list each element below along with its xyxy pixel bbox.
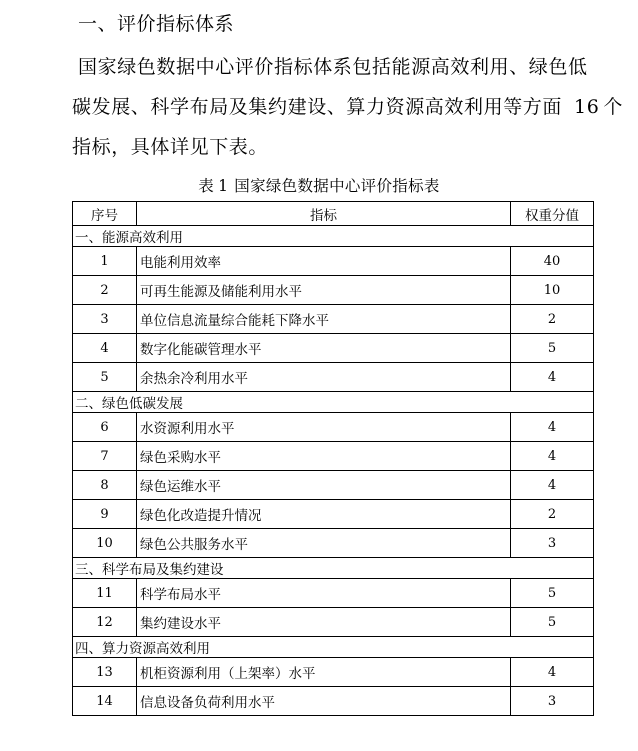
row-weight: 5 — [511, 579, 594, 608]
row-seq: 3 — [73, 305, 137, 334]
table-row — [73, 334, 594, 363]
header-indicator: 指标 — [137, 202, 511, 226]
table-header-row — [73, 202, 594, 226]
row-indicator: 机柜资源利用（上架率）水平 — [137, 658, 511, 687]
group-row — [73, 558, 594, 579]
row-indicator: 水资源利用水平 — [137, 413, 511, 442]
table-row — [73, 529, 594, 558]
row-weight: 2 — [511, 500, 594, 529]
paragraph-text: 碳发展、科学布局及集约建设、算力资源高效利用等方面 — [72, 96, 563, 118]
paragraph-text: 指标，具体详见下表。 — [72, 136, 269, 158]
group-title: 二、绿色低碳发展 — [73, 392, 594, 413]
row-seq: 6 — [73, 413, 137, 442]
group-title: 四、算力资源高效利用 — [73, 637, 594, 658]
row-seq: 10 — [73, 529, 137, 558]
table-row — [73, 579, 594, 608]
table-caption-number: 1 — [218, 177, 229, 195]
paragraph-line-2 — [72, 93, 628, 121]
table-caption-prefix: 表 — [198, 177, 215, 195]
row-weight: 2 — [511, 305, 594, 334]
row-seq: 4 — [73, 334, 137, 363]
row-indicator: 绿色运维水平 — [137, 471, 511, 500]
group-title: 三、科学布局及集约建设 — [73, 558, 594, 579]
paragraph-text: 个 — [603, 96, 624, 118]
table-row — [73, 442, 594, 471]
table-row — [73, 471, 594, 500]
row-weight: 4 — [511, 413, 594, 442]
table-caption-title: 国家绿色数据中心评价指标表 — [234, 177, 440, 195]
group-row — [73, 392, 594, 413]
table-row — [73, 276, 594, 305]
row-indicator: 数字化能碳管理水平 — [137, 334, 511, 363]
table-row — [73, 500, 594, 529]
row-seq: 1 — [73, 247, 137, 276]
row-seq: 7 — [73, 442, 137, 471]
row-indicator: 绿色公共服务水平 — [137, 529, 511, 558]
table-row — [73, 247, 594, 276]
group-row — [73, 637, 594, 658]
row-seq: 2 — [73, 276, 137, 305]
table-caption — [0, 176, 638, 196]
table-row — [73, 413, 594, 442]
row-seq: 14 — [73, 687, 137, 716]
indicator-table — [72, 201, 594, 716]
row-weight: 5 — [511, 608, 594, 637]
row-weight: 3 — [511, 687, 594, 716]
table-row — [73, 687, 594, 716]
row-weight: 4 — [511, 442, 594, 471]
row-weight: 5 — [511, 334, 594, 363]
row-indicator: 单位信息流量综合能耗下降水平 — [137, 305, 511, 334]
row-weight: 10 — [511, 276, 594, 305]
row-seq: 9 — [73, 500, 137, 529]
header-weight: 权重分值 — [511, 202, 594, 226]
row-seq: 11 — [73, 579, 137, 608]
row-weight: 4 — [511, 363, 594, 392]
table-row — [73, 363, 594, 392]
row-weight: 4 — [511, 471, 594, 500]
row-indicator: 绿色采购水平 — [137, 442, 511, 471]
header-seq: 序号 — [73, 202, 137, 226]
row-indicator: 集约建设水平 — [137, 608, 511, 637]
row-weight: 40 — [511, 247, 594, 276]
table-row — [73, 608, 594, 637]
row-indicator: 科学布局水平 — [137, 579, 511, 608]
row-indicator: 信息设备负荷利用水平 — [137, 687, 511, 716]
row-seq: 8 — [73, 471, 137, 500]
indicator-count: 16 — [574, 96, 600, 118]
row-indicator: 绿色化改造提升情况 — [137, 500, 511, 529]
group-row — [73, 226, 594, 247]
row-weight: 4 — [511, 658, 594, 687]
row-weight: 3 — [511, 529, 594, 558]
row-seq: 13 — [73, 658, 137, 687]
section-heading: 一、评价指标体系 — [78, 13, 235, 35]
row-indicator: 电能利用效率 — [137, 247, 511, 276]
row-indicator: 可再生能源及储能利用水平 — [137, 276, 511, 305]
table-row — [73, 305, 594, 334]
row-seq: 12 — [73, 608, 137, 637]
group-title: 一、能源高效利用 — [73, 226, 594, 247]
row-indicator: 余热余冷利用水平 — [137, 363, 511, 392]
paragraph-line-3 — [72, 133, 628, 161]
table-body — [73, 226, 594, 716]
paragraph-text: 国家绿色数据中心评价指标体系包括能源高效利用、绿色低 — [78, 56, 588, 78]
paragraph-line-1 — [78, 53, 634, 81]
row-seq: 5 — [73, 363, 137, 392]
table-row — [73, 658, 594, 687]
